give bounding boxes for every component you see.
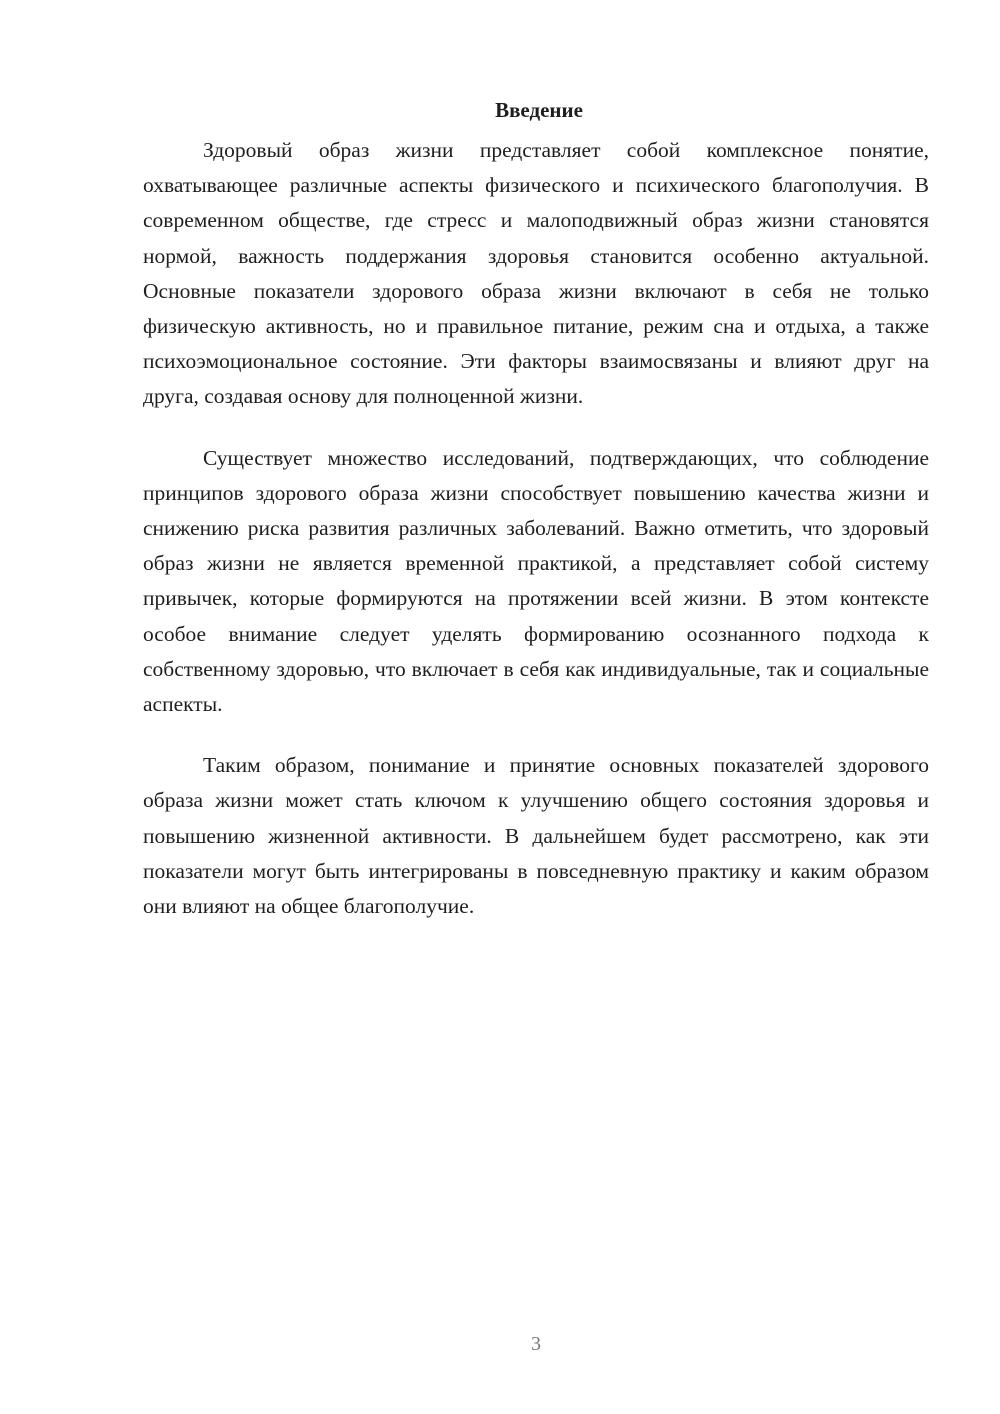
paragraph-1: Здоровый образ жизни представляет собой комплексное понятие, охватывающее различные аспекты физического и психического благополучия. В современном обществе, где стресс и малоподвижный образ жизни становятся нормой, важность поддержания здоровья становится особенно актуальной. Основные показатели здорового образа жизни включают в себя не только физическую активность, но и правильное питание, режим сна и отдыха, а также психоэмоциональное состояние. Эти факторы взаимосвязаны и влияют друг на друга, создавая основу для полноценной жизни.	[143, 138, 929, 409]
section-title: Введение	[495, 98, 583, 122]
paragraph-3: Таким образом, понимание и принятие основных показателей здорового образа жизни может стать ключом к улучшению общего состояния здоровья и повышению жизненной активности. В дальнейшем будет рассмотрено, как эти показатели могут быть интегрированы в повседневную практику и каким образом они влияют на общее благополучие.	[143, 753, 929, 919]
page-number: 3	[531, 1333, 541, 1355]
page-content	[143, 92, 929, 950]
paragraph-2: Существует множество исследований, подтверждающих, что соблюдение принципов здорового образа жизни способствует повышению качества жизни и снижению риска развития различных заболеваний. Важно отметить, что здоровый образ жизни не является временной практикой, а представляет собой систему привычек, которые формируются на протяжении всей жизни. В этом контексте особое внимание следует уделять формированию осознанного подхода к собственному здоровью, что включает в себя как индивидуальные, так и социальные аспекты.	[143, 445, 929, 717]
